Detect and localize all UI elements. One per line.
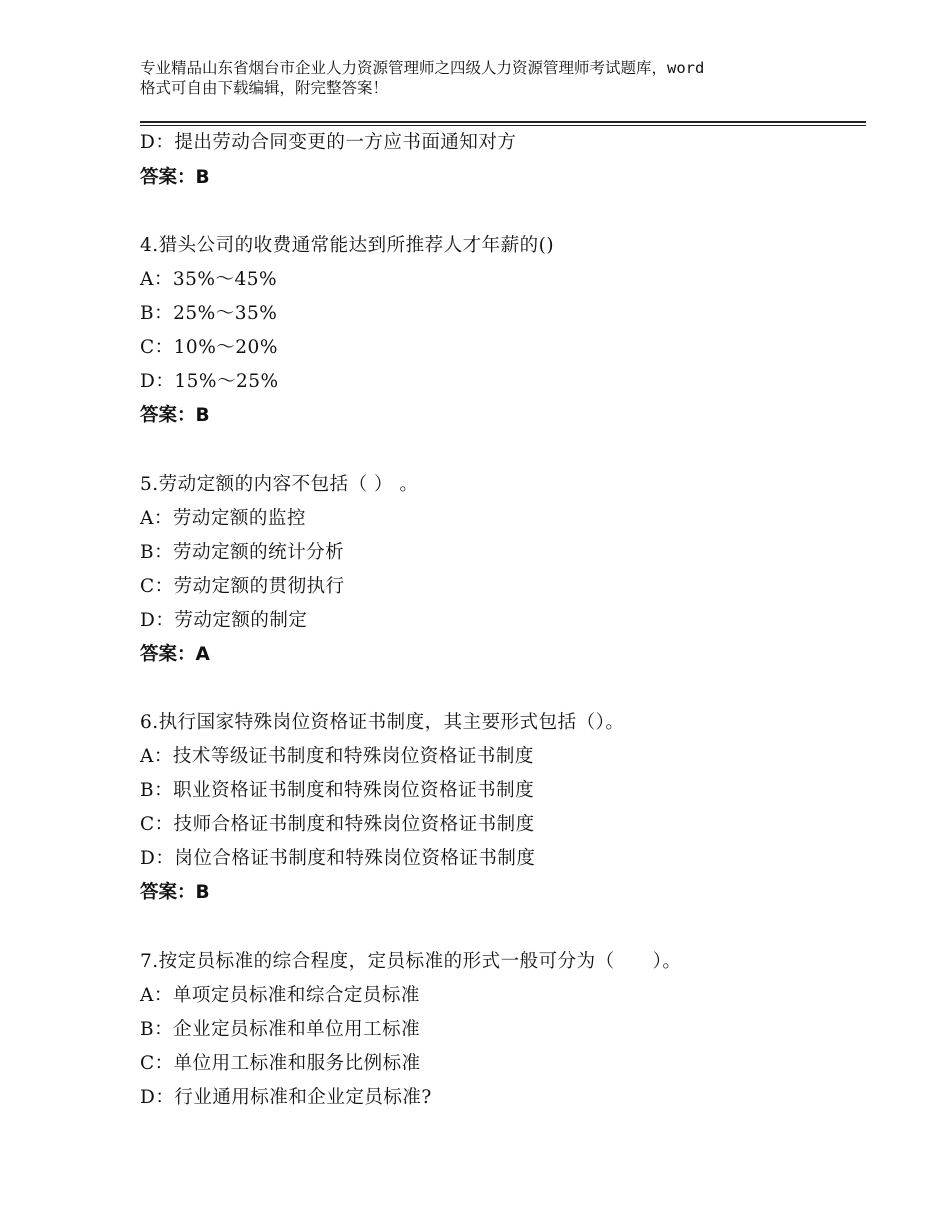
question-7-option-a: A：单项定员标准和综合定员标准	[140, 985, 420, 1006]
question-4-option-c: C：10%～20%	[140, 337, 278, 358]
question-5-option-b: B：劳动定额的统计分析	[140, 542, 345, 563]
question-7-option-d: D：行业通用标准和企业定员标准?	[140, 1087, 432, 1108]
question-4-stem: 4.猎头公司的收费通常能达到所推荐人才年薪的()	[140, 235, 555, 256]
question-6-stem: 6.执行国家特殊岗位资格证书制度，其主要形式包括（）。	[140, 712, 625, 733]
question-7-option-b: B：企业定员标准和单位用工标准	[140, 1019, 421, 1040]
question-4-option-b: B：25%～35%	[140, 303, 278, 324]
question-7-option-c: C：单位用工标准和服务比例标准	[140, 1053, 421, 1074]
header-title-line-2: 格式可自由下载编辑，附完整答案！	[140, 79, 389, 97]
question-5-stem: 5.劳动定额的内容不包括（ ） 。	[140, 474, 419, 495]
question-4-option-d: D：15%～25%	[140, 371, 279, 392]
question-6-option-c: C：技师合格证书制度和特殊岗位资格证书制度	[140, 814, 535, 835]
question-6-answer: 答案：B	[140, 882, 210, 903]
prev-option-d: D：提出劳动合同变更的一方应书面通知对方	[140, 132, 517, 153]
question-5-option-c: C：劳动定额的贯彻执行	[140, 576, 345, 597]
question-6-option-b: B：职业资格证书制度和特殊岗位资格证书制度	[140, 780, 535, 801]
prev-answer: 答案：B	[140, 167, 210, 188]
header-title-line-1: 专业精品山东省烟台市企业人力资源管理师之四级人力资源管理师考试题库，word	[140, 59, 705, 77]
header-rule-thin	[140, 125, 866, 126]
question-4-option-a: A：35%～45%	[140, 269, 278, 290]
question-5-option-a: A：劳动定额的监控	[140, 508, 306, 529]
question-5-option-d: D：劳动定额的制定	[140, 610, 308, 631]
question-5-answer: 答案：A	[140, 644, 210, 665]
document-header	[140, 58, 840, 98]
question-4-answer: 答案：B	[140, 405, 210, 426]
question-7-stem: 7.按定员标准的综合程度，定员标准的形式一般可分为（ ）。	[140, 951, 682, 972]
header-rule-thick	[140, 121, 866, 123]
question-6-option-a: A：技术等级证书制度和特殊岗位资格证书制度	[140, 746, 534, 767]
question-6-option-d: D：岗位合格证书制度和特殊岗位资格证书制度	[140, 848, 536, 869]
